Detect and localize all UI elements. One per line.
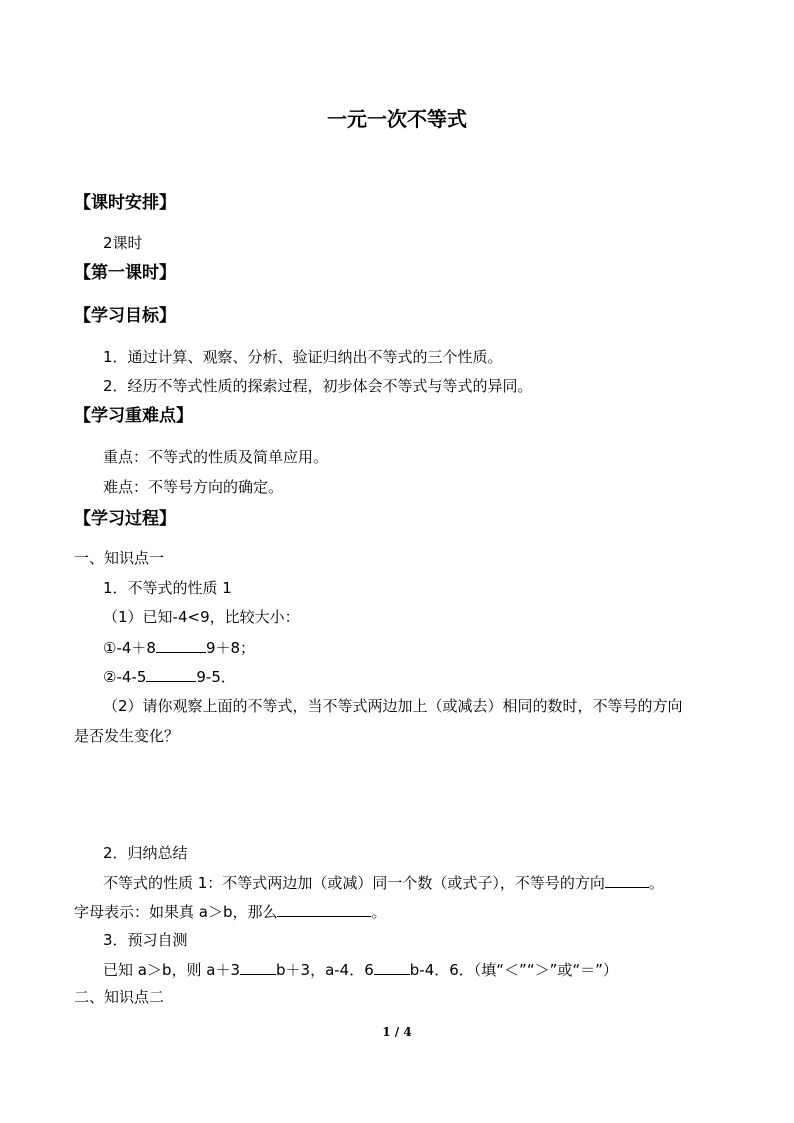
heading-first-lesson: 【第一课时】 [74, 263, 176, 283]
objective-item-1: 1．通过计算、观察、分析、验证归纳出不等式的三个性质。 [103, 348, 503, 366]
compare-2-left: ②-4-5 [103, 668, 147, 686]
heading-schedule: 【课时安排】 [74, 193, 176, 213]
self-test-part-b: b＋3，a-4．6 [276, 961, 374, 979]
letter-expression-end: 。 [371, 903, 387, 921]
summary-line [103, 872, 664, 893]
compare-1-right: 9＋8； [205, 639, 256, 657]
compare-1-left: ①-4＋8 [103, 639, 156, 657]
property-one-title: 1．不等式的性质 1 [103, 579, 232, 597]
schedule-text: 2课时 [103, 234, 143, 252]
document-title: 一元一次不等式 [327, 107, 467, 131]
compare-line-1 [103, 637, 255, 658]
objective-item-2: 2．经历不等式性质的探索过程，初步体会不等式与等式的异同。 [103, 377, 533, 395]
question-two-line-1: （2）请你观察上面的不等式，当不等式两边加上（或减去）相同的数时，不等号的方向 [103, 697, 683, 715]
heading-process: 【学习过程】 [74, 509, 176, 529]
self-test-part-a: 已知 a＞b，则 a＋3 [103, 961, 240, 979]
letter-expression-text: 字母表示：如果真 a＞b，那么 [74, 903, 278, 921]
summary-text: 不等式的性质 1：不等式两边加（或减）同一个数（或式子），不等号的方向 [103, 874, 605, 892]
key-point-focus: 重点：不等式的性质及简单应用。 [103, 448, 329, 466]
answer-blank[interactable] [156, 637, 206, 653]
summary-end: 。 [648, 874, 664, 892]
answer-blank[interactable] [146, 666, 196, 682]
heading-key-points: 【学习重难点】 [74, 406, 193, 426]
self-test-title: 3．预习自测 [103, 931, 188, 949]
summary-title: 2．归纳总结 [103, 844, 188, 862]
page-number: 1 / 4 [382, 1025, 412, 1039]
self-test-part-c: b-4．6．（填“＜”“＞”或“＝”） [409, 961, 618, 979]
question-two-line-2: 是否发生变化？ [74, 727, 180, 745]
answer-blank[interactable] [374, 959, 410, 975]
answer-blank[interactable] [277, 901, 371, 917]
answer-blank[interactable] [240, 959, 276, 975]
key-point-difficulty: 难点：不等号方向的确定。 [103, 478, 284, 496]
question-one: （1）已知-4<9，比较大小： [103, 608, 300, 626]
letter-expression-line [74, 901, 387, 922]
answer-blank[interactable] [605, 872, 649, 888]
part-one-title: 一、知识点一 [74, 549, 165, 567]
compare-line-2 [103, 666, 236, 687]
compare-2-right: 9-5． [196, 668, 236, 686]
part-two-title: 二、知识点二 [74, 988, 165, 1006]
heading-objectives: 【学习目标】 [74, 306, 176, 326]
self-test-line [103, 959, 618, 980]
